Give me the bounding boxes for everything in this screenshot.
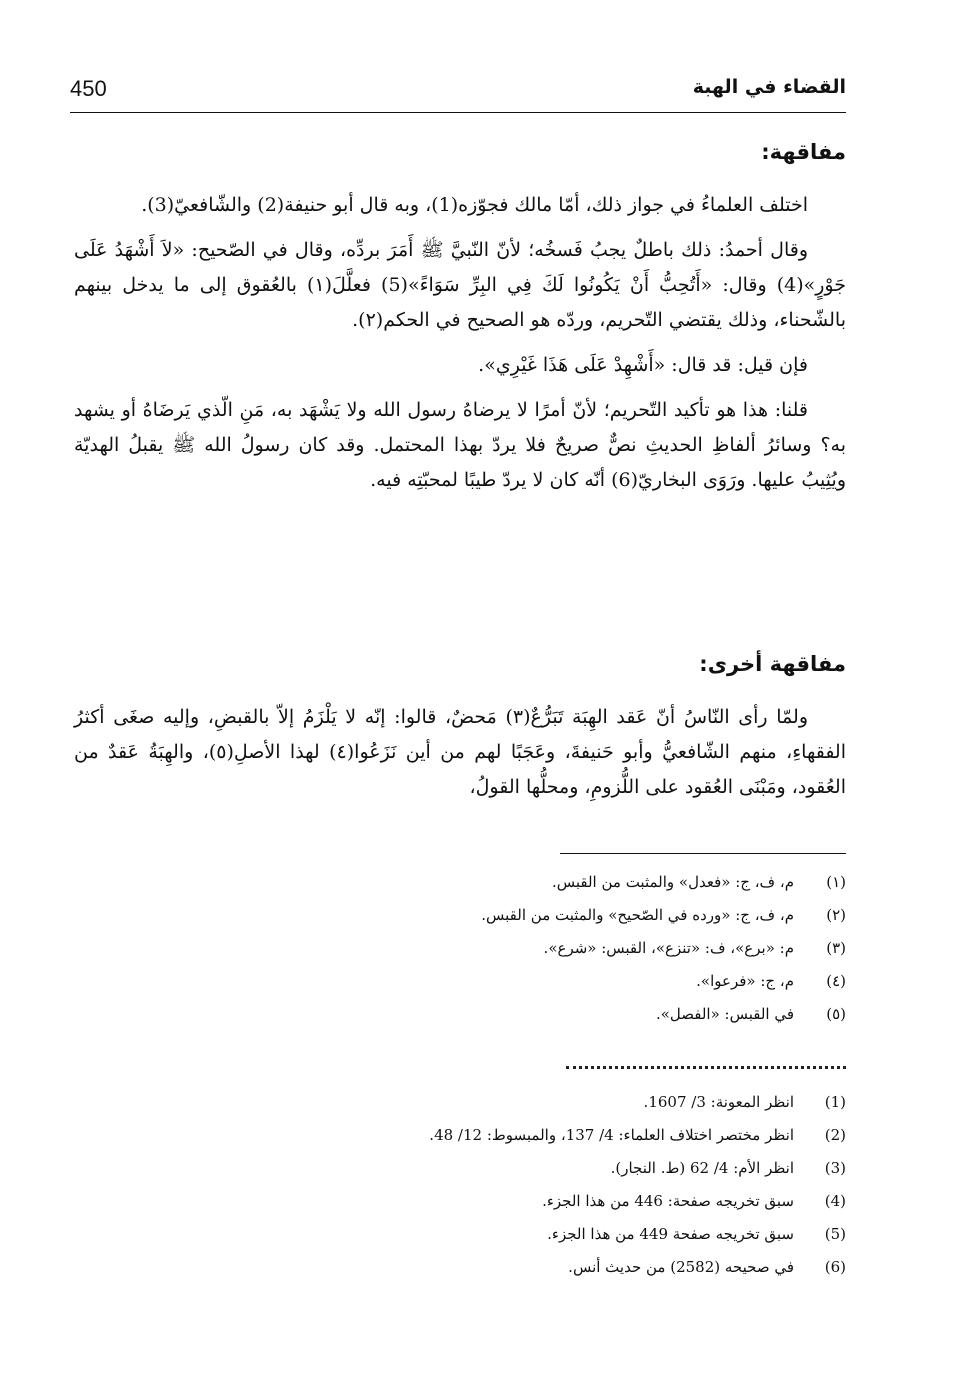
section-heading-2: مفاقهة أخرى:	[699, 652, 846, 676]
footnote-separator	[560, 853, 846, 854]
reference-note: (2)انظر مختصر اختلاف العلماء: 4/ 137، والمبسوط: 12/ 48.	[429, 1126, 846, 1144]
reference-note: (4)سبق تخريجه صفحة: 446 من هذا الجزء.	[542, 1192, 846, 1210]
page-header	[70, 72, 846, 113]
section-2-body	[74, 700, 846, 805]
paragraph-4: قلنا: هذا هو تأكيد التّحريم؛ لأنّ أمرًا لا يرضاهُ رسول الله ولا يَشْهَد به، مَنِ الّذي يَرضَاهُ أو يشهد به؟ وسائرُ ألفاظِ الحديثِ نصٌّ صريحٌ فلا يردّ بهذا المحتمل. وقد كان رسولُ الله ﷺ يقبلُ الهديّة ويُثِيبُ عليها. ورَوَى البخاريّ(6) أنّه كان لا يردّ طيبًا لمحبّتِه فيه.	[74, 399, 846, 491]
variant-footnotes	[200, 866, 846, 1031]
section-1-body	[74, 188, 846, 498]
variant-note: (٤)م، ج: «فرعوا».	[696, 972, 846, 990]
reference-note: (6)في صحيحه (2582) من حديث أنس.	[568, 1258, 846, 1276]
variant-note: (٢)م، ف، ج: «ورده في الصّحيح» والمثبت من القبس.	[481, 906, 846, 924]
running-title: القضاء في الهبة	[692, 76, 846, 98]
variant-note: (٥)في القبس: «الفصل».	[655, 1005, 846, 1023]
paragraph-2: وقال أحمدُ: ذلك باطلٌ يجبُ فَسخُه؛ لأنّ النّبيَّ ﷺ أَمَرَ بردِّه، وقال في الصّحيح: «لاَ أَشْهَدُ عَلَى جَوْرٍ»(4) وقال: «أَتُحِبُّ أَنْ يَكُونُوا لَكَ فِي البِرِّ سَوَاءً»(5) فعلَّلَ(١) بالعُقوق إلى ما يدخل بينهم بالشّحناء، وذلك يقتضي التّحريم، وردّه هو الصحيح في الحكم(٢).	[74, 239, 846, 331]
reference-note: (5)سبق تخريجه صفحة 449 من هذا الجزء.	[547, 1225, 846, 1243]
reference-note: (1)انظر المعونة: 3/ 1607.	[643, 1093, 846, 1111]
paragraph-5: ولمّا رأى النّاسُ أنّ عَقد الهِبَة تَبَرُّعٌ(٣) مَحضٌ، قالوا: إنّه لا يَلْزَمُ إلاّ بالقبضِ، وإليه صغَى أكثرُ الفقهاءِ، منهم الشّافعيُّ وأبو حَنيفةَ، وعَجَبًا لهم من أين نَزَعُوا(٤) لهذا الأصلِ(٥)، والهِبَةُ عَقدٌ من العُقود، ومَبْنَى العُقود على اللُّزومِ، ومحلُّها القولُ،	[74, 706, 846, 798]
paragraph-3: فإن قيل: قد قال: «أَشْهِدْ عَلَى هَذَا غَيْرِي».	[478, 354, 808, 376]
variant-note: (٣)م: «برع»، ف: «تنزع»، القبس: «شرع».	[543, 939, 846, 957]
paragraph-1: اختلف العلماءُ في جواز ذلك، أمّا مالك فجوّزه(1)، وبه قال أبو حنيفة(2) والشّافعيّ(3).	[141, 194, 808, 216]
footnote-dotted-separator	[566, 1066, 846, 1075]
reference-footnotes	[200, 1086, 846, 1284]
section-heading-1: مفاقهة:	[761, 140, 846, 164]
page-number: 450	[70, 76, 107, 101]
variant-note: (١)م، ف، ج: «فعدل» والمثبت من القبس.	[551, 873, 846, 891]
reference-note: (3)انظر الأم: 4/ 62 (ط. النجار).	[610, 1159, 846, 1177]
